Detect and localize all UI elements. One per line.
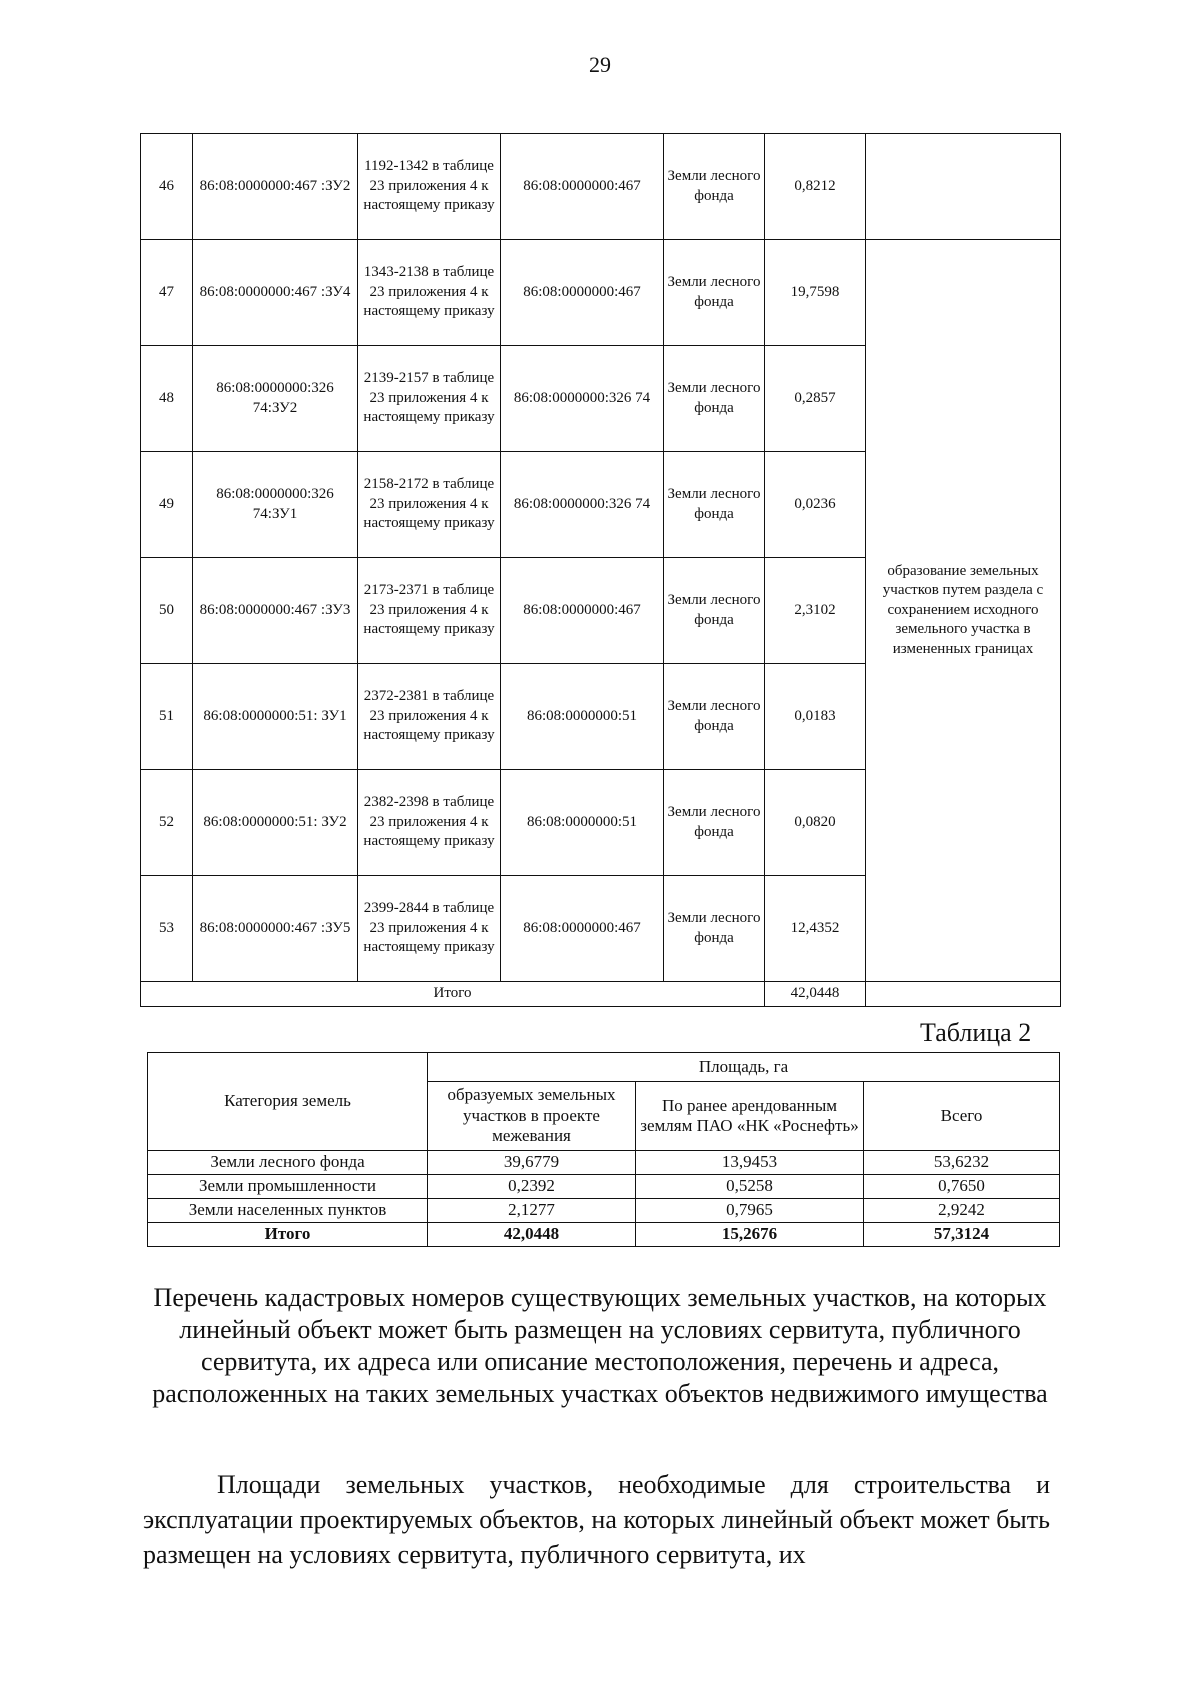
source-cadastral-number: 86:08:0000000:467 [501,240,664,346]
area-value: 0,0236 [765,452,866,558]
category-cell: Земли населенных пунктов [148,1199,428,1223]
table-row [148,1199,1060,1223]
category-header: Категория земель [148,1053,428,1151]
new-cadastral-number: 86:08:0000000:467 :ЗУ3 [193,558,358,664]
table-row [141,240,1061,346]
points-reference: 2139-2157 в таблице 23 приложения 4 к настоящему приказу [358,346,501,452]
source-cadastral-number: 86:08:0000000:326 74 [501,346,664,452]
section-heading: Перечень кадастровых номеров существующих земельных участков, на которых линейный объект может быть размещен на условиях сервитута, публичного сервитута, их адреса или описание местоположения, перечень и адреса, расположенных на таких земельных участках объектов недвижимого имущества [152,1283,1048,1408]
land-category: Земли лесного фонда [664,770,765,876]
row-number: 53 [141,876,193,982]
table-row [148,1151,1060,1175]
area-value: 0,8212 [765,134,866,240]
row-number: 51 [141,664,193,770]
formation-note: образование земельных участков путем раздела с сохранением исходного земельного участка в измененных границах [866,240,1061,982]
land-category: Земли лесного фонда [664,664,765,770]
total-header: Всего [864,1082,1060,1151]
land-category: Земли лесного фонда [664,134,765,240]
area-value: 12,4352 [765,876,866,982]
row-number: 49 [141,452,193,558]
category-cell: Земли лесного фонда [148,1151,428,1175]
row-number: 48 [141,346,193,452]
body-paragraph: Площади земельных участков, необходимые для строительства и эксплуатации проектируемых объектов, на которых линейный объект может быть размещен на условиях сервитута, публичного сервитута, их [143,1470,1050,1569]
points-reference: 2372-2381 в таблице 23 приложения 4 к настоящему приказу [358,664,501,770]
new-cadastral-number: 86:08:0000000:51: ЗУ1 [193,664,358,770]
new-cadastral-number: 86:08:0000000:467 :ЗУ5 [193,876,358,982]
total-formed: 42,0448 [428,1223,636,1247]
source-cadastral-number: 86:08:0000000:467 [501,558,664,664]
area-value: 19,7598 [765,240,866,346]
points-reference: 2399-2844 в таблице 23 приложения 4 к настоящему приказу [358,876,501,982]
points-reference: 2158-2172 в таблице 23 приложения 4 к настоящему приказу [358,452,501,558]
formed-cell: 2,1277 [428,1199,636,1223]
points-reference: 1192-1342 в таблице 23 приложения 4 к настоящему приказу [358,134,501,240]
header-row [148,1053,1060,1082]
land-category-summary-table [147,1052,1060,1247]
empty-note-cell [866,134,1061,240]
total-label: Итого [148,1223,428,1247]
rented-header: По ранее арендованным землям ПАО «НК «Роснефть» [636,1082,864,1151]
total-all: 57,3124 [864,1223,1060,1247]
area-group-header: Площадь, га [428,1053,1060,1082]
points-reference: 2382-2398 в таблице 23 приложения 4 к настоящему приказу [358,770,501,876]
formed-cell: 39,6779 [428,1151,636,1175]
total-cell: 53,6232 [864,1151,1060,1175]
land-category: Земли лесного фонда [664,452,765,558]
row-number: 52 [141,770,193,876]
land-category: Земли лесного фонда [664,876,765,982]
source-cadastral-number: 86:08:0000000:467 [501,134,664,240]
points-reference: 2173-2371 в таблице 23 приложения 4 к настоящему приказу [358,558,501,664]
total-cell: 0,7650 [864,1175,1060,1199]
source-cadastral-number: 86:08:0000000:51 [501,770,664,876]
new-cadastral-number: 86:08:0000000:51: ЗУ2 [193,770,358,876]
table-row [148,1175,1060,1199]
new-cadastral-number: 86:08:0000000:326 74:ЗУ2 [193,346,358,452]
total-empty-cell [866,982,1061,1007]
new-cadastral-number: 86:08:0000000:467 :ЗУ4 [193,240,358,346]
land-category: Земли лесного фонда [664,240,765,346]
land-plots-table [140,133,1061,1007]
row-number: 47 [141,240,193,346]
points-reference: 1343-2138 в таблице 23 приложения 4 к настоящему приказу [358,240,501,346]
area-value: 0,0820 [765,770,866,876]
land-category: Земли лесного фонда [664,558,765,664]
formed-header: образуемых земельных участков в проекте межевания [428,1082,636,1151]
total-cell: 2,9242 [864,1199,1060,1223]
new-cadastral-number: 86:08:0000000:467 :ЗУ2 [193,134,358,240]
row-number: 50 [141,558,193,664]
new-cadastral-number: 86:08:0000000:326 74:ЗУ1 [193,452,358,558]
table-row [141,134,1061,240]
area-value: 0,0183 [765,664,866,770]
area-value: 2,3102 [765,558,866,664]
total-label: Итого [141,982,765,1007]
rented-cell: 0,5258 [636,1175,864,1199]
area-value: 0,2857 [765,346,866,452]
total-rented: 15,2676 [636,1223,864,1247]
total-area: 42,0448 [765,982,866,1007]
row-number: 46 [141,134,193,240]
rented-cell: 13,9453 [636,1151,864,1175]
category-cell: Земли промышленности [148,1175,428,1199]
total-row [148,1223,1060,1247]
total-row [141,982,1061,1007]
source-cadastral-number: 86:08:0000000:467 [501,876,664,982]
table2-caption: Таблица 2 [920,1018,1032,1047]
page-number: 29 [589,52,611,77]
source-cadastral-number: 86:08:0000000:326 74 [501,452,664,558]
land-category: Земли лесного фонда [664,346,765,452]
source-cadastral-number: 86:08:0000000:51 [501,664,664,770]
rented-cell: 0,7965 [636,1199,864,1223]
formed-cell: 0,2392 [428,1175,636,1199]
